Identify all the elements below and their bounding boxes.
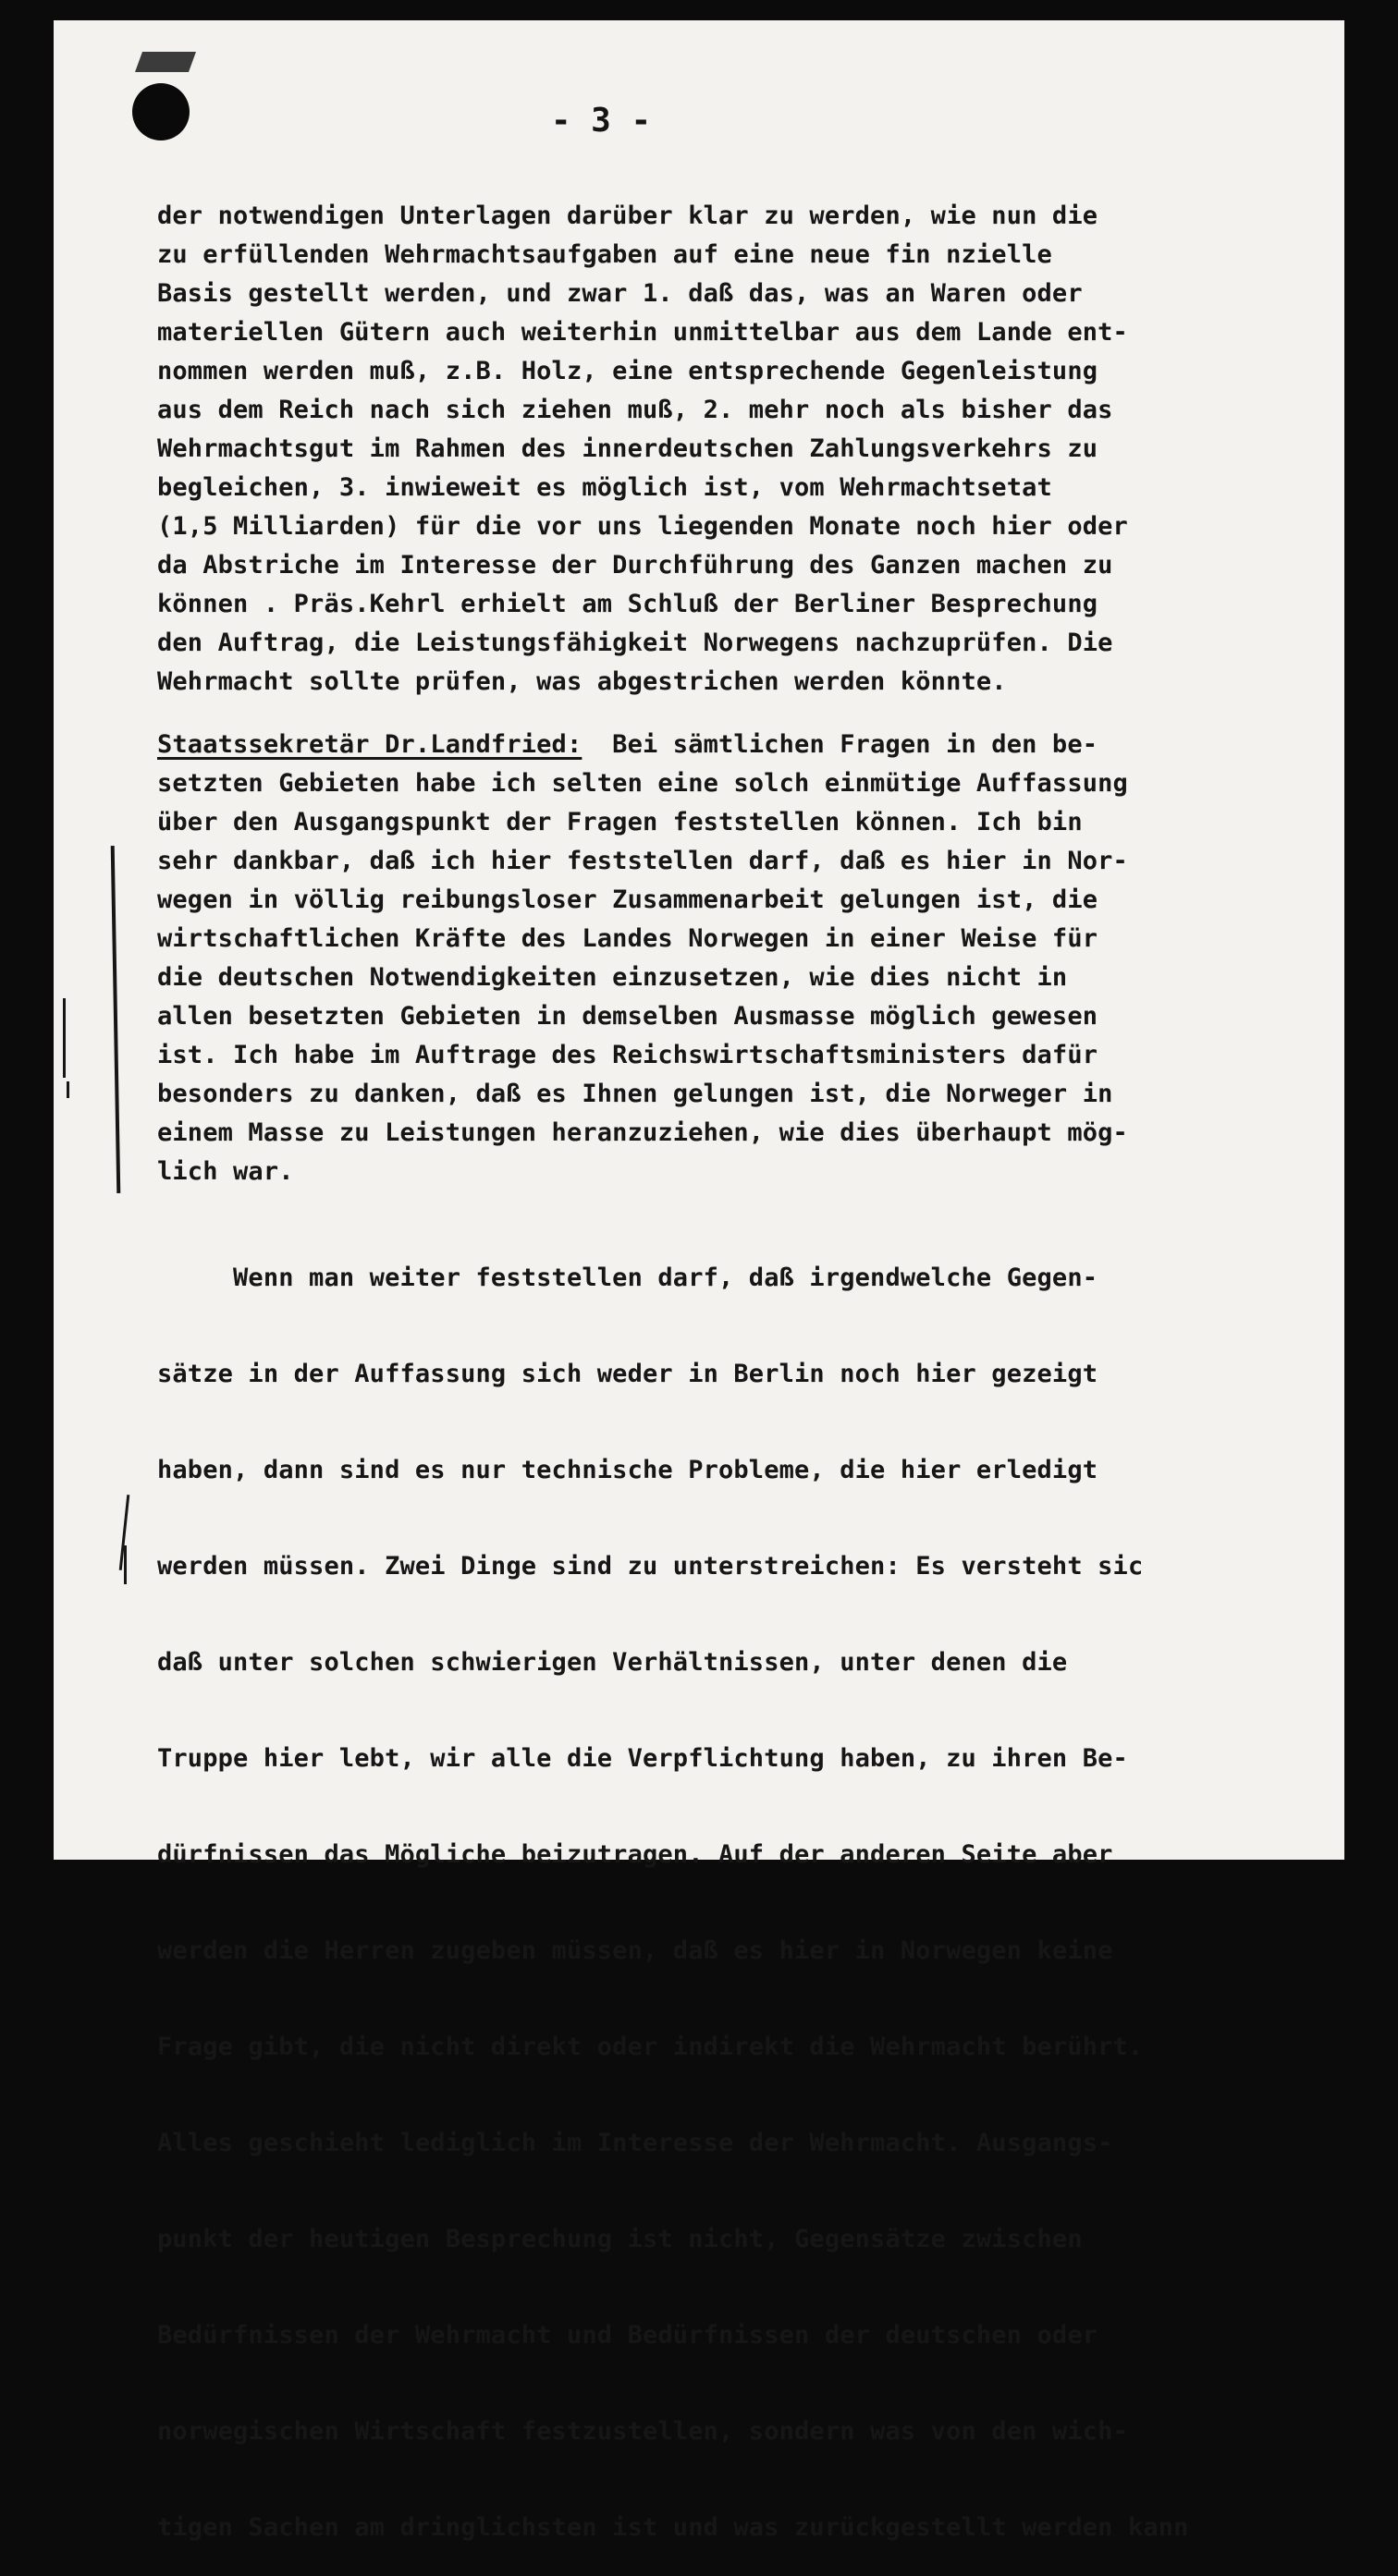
text-line: Basis gestellt werden, und zwar 1. daß das, was an Waren oder [157, 279, 1083, 308]
text-line: den Auftrag, die Leistungsfähigkeit Norwegens nachzuprüfen. Die [157, 629, 1113, 657]
text-line: Wehrmachtsgut im Rahmen des innerdeutschen Zahlungsverkehrs zu [157, 434, 1098, 463]
text-line: begleichen, 3. inwieweit es möglich ist, vom Wehrmachtsetat [157, 473, 1052, 502]
text-line: punkt der heutigen Besprechung ist nicht, Gegensätze zwischen [157, 2225, 1083, 2253]
punch-hole [132, 83, 190, 140]
speaker-line-rest: Bei sämtlichen Fragen in den be- [612, 730, 1098, 759]
corner-ink-mark [135, 52, 196, 72]
text-line: sehr dankbar, daß ich hier feststellen darf, daß es hier in Nor- [157, 847, 1128, 875]
margin-sideline [67, 1081, 69, 1098]
text-line: Bedürfnissen der Wehrmacht und Bedürfnissen der deutschen oder [157, 2321, 1098, 2350]
text-line: haben, dann sind es nur technische Probleme, die hier erledigt [157, 1456, 1098, 1484]
text-line: wegen in völlig reibungsloser Zusammenarbeit gelungen ist, die [157, 885, 1098, 914]
text-line: materiellen Gütern auch weiterhin unmittelbar aus dem Lande ent- [157, 318, 1128, 347]
text-line: wirtschaftlichen Kräfte des Landes Norwegen in einer Weise für [157, 924, 1098, 953]
speaker-line [157, 726, 1220, 764]
text-line: dürfnissen das Mögliche beizutragen. Auf der anderen Seite aber [157, 1840, 1113, 1869]
text-line: norwegischen Wirtschaft festzustellen, sondern was von den wich- [157, 2417, 1128, 2446]
text-line: daß unter solchen schwierigen Verhältnissen, unter denen die [157, 1648, 1068, 1677]
text-line: einem Masse zu Leistungen heranzuziehen, wie dies überhaupt mög- [157, 1118, 1128, 1147]
text-line: da Abstriche im Interesse der Durchführung des Ganzen machen zu [157, 551, 1113, 580]
text-line: Truppe hier lebt, wir alle die Verpflichtung haben, zu ihren Be- [157, 1744, 1128, 1773]
speaker-name: Staatssekretär Dr.Landfried: [157, 730, 582, 759]
text-line: der notwendigen Unterlagen darüber klar zu werden, wie nun die [157, 201, 1098, 230]
text-line: ist. Ich habe im Auftrage des Reichswirtschaftsministers dafür [157, 1041, 1098, 1069]
text-line: aus dem Reich nach sich ziehen muß, 2. mehr noch als bisher das [157, 396, 1113, 424]
text-line: allen besetzten Gebieten in demselben Ausmasse möglich gewesen [157, 1002, 1098, 1031]
text-line: sätze in der Auffassung sich weder in Berlin noch hier gezeigt [157, 1360, 1098, 1388]
text-line: (1,5 Milliarden) für die vor uns liegenden Monate noch hier oder [157, 512, 1128, 541]
text-line: setzten Gebieten habe ich selten eine solch einmütige Auffassung [157, 769, 1128, 798]
text-line: besonders zu danken, daß es Ihnen gelungen ist, die Norweger in [157, 1080, 1113, 1108]
text-line: Wenn man weiter feststellen darf, daß irgendwelche Gegen- [157, 1264, 1098, 1292]
paragraph-2 [157, 726, 1220, 1191]
text-line: über den Ausgangspunkt der Fragen feststellen können. Ich bin [157, 808, 1083, 836]
text-line: Alles geschieht lediglich im Interesse der Wehrmacht. Ausgangs- [157, 2129, 1113, 2157]
text-line: Wehrmacht sollte prüfen, was abgestrichen werden könnte. [157, 667, 1007, 696]
text-line: zu erfüllenden Wehrmachtsaufgaben auf eine neue fin nzielle [157, 240, 1052, 269]
text-line: lich war. [157, 1157, 294, 1186]
text-line: können . Präs.Kehrl erhielt am Schluß der Berliner Besprechung [157, 590, 1098, 618]
text-line: die deutschen Notwendigkeiten einzusetzen, wie dies nicht in [157, 963, 1068, 992]
margin-sideline [124, 1545, 127, 1584]
text-line: tigen Sachen am dringlichsten ist und was zurückgestellt werden kann [157, 2513, 1189, 2542]
text-line: nommen werden muß, z.B. Holz, eine entsprechende Gegenleistung [157, 357, 1098, 385]
margin-sideline [63, 998, 66, 1078]
paragraph-3 [157, 1202, 1220, 2576]
page-number: - 3 - [550, 102, 652, 140]
text-line: werden die Herren zugeben müssen, daß es hier in Norwegen keine [157, 1936, 1113, 1965]
text-line: werden müssen. Zwei Dinge sind zu unterstreichen: Es versteht sic [157, 1552, 1144, 1581]
text-line: Frage gibt, die nicht direkt oder indirekt die Wehrmacht berührt. [157, 2033, 1144, 2061]
paragraph-1 [157, 197, 1220, 702]
